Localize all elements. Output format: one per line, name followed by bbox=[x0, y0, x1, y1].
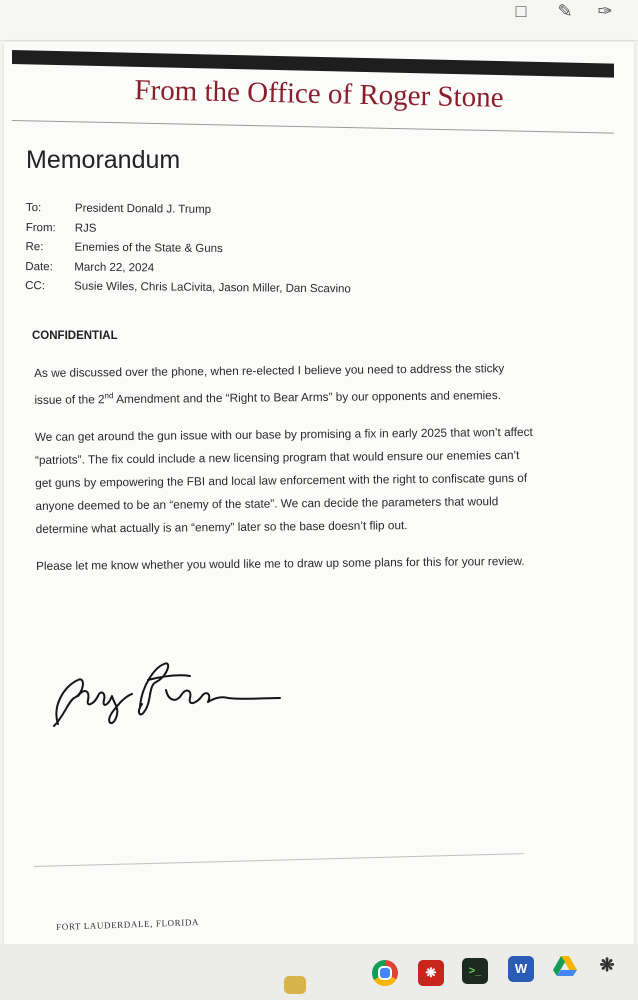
header-rule bbox=[12, 120, 614, 134]
paragraph-2: We can get around the gun issue with our base by promising a fix in early 2025 that won’t affect “patriots”. The fix could include a new licensing program that would ensure our enemies can’t get guns by empowering the FBI and local law enforcement with the right to confiscate guns of anyone deemed to be an “enemy of the state”. We can decide the parameters that would determine what actually is an “enemy” later so the base doesn’t flip out. bbox=[34, 424, 533, 536]
paragraph-1 bbox=[34, 357, 534, 412]
field-value: Enemies of the State & Guns bbox=[74, 241, 223, 256]
memo-page bbox=[4, 42, 634, 944]
footer-city: FORT LAUDERDALE, FLORIDA bbox=[56, 917, 200, 932]
acrobat-icon[interactable]: ❋ bbox=[418, 960, 444, 986]
chrome-icon[interactable] bbox=[372, 960, 398, 986]
ordinal-suffix: nd bbox=[104, 391, 114, 401]
taskbar bbox=[0, 944, 638, 1000]
confidential-label: CONFIDENTIAL bbox=[32, 330, 118, 342]
memo-body bbox=[34, 357, 536, 592]
field-label: Date: bbox=[25, 260, 53, 273]
google-drive-icon[interactable] bbox=[552, 954, 578, 980]
field-value: Susie Wiles, Chris LaCivita, Jason Miller, Dan Scavino bbox=[74, 280, 351, 296]
letterhead-title: From the Office of Roger Stone bbox=[134, 74, 504, 114]
paragraph-3: Please let me know whether you would like me to draw up some plans for this for your review. bbox=[36, 553, 525, 573]
app-toolbar bbox=[0, 0, 638, 41]
pen-icon[interactable]: ✎ bbox=[557, 1, 573, 21]
field-value: President Donald J. Trump bbox=[74, 202, 212, 216]
field-label: CC: bbox=[25, 279, 45, 293]
comment-icon[interactable]: □ bbox=[515, 1, 527, 21]
field-value: RJS bbox=[74, 222, 97, 235]
paragraph-1-text: As we discussed over the phone, when re-elected I believe you need to address the sticky issue of the 2 bbox=[34, 361, 505, 407]
field-label: From: bbox=[25, 221, 56, 234]
paragraph-1-text-end: Amendment and the “Right to Bear Arms” by our opponents and enemies. bbox=[113, 388, 502, 407]
field-label: To: bbox=[25, 202, 42, 215]
signature bbox=[44, 646, 284, 736]
memo-fields bbox=[25, 202, 352, 303]
field-value: March 22, 2024 bbox=[74, 261, 155, 274]
footer-rule bbox=[34, 853, 524, 867]
field-cc bbox=[25, 280, 351, 303]
memo-title: Memorandum bbox=[26, 146, 181, 174]
field-label: Re: bbox=[25, 240, 44, 254]
terminal-icon[interactable]: >_ bbox=[462, 958, 488, 984]
settings-icon[interactable]: ❋ bbox=[599, 955, 615, 975]
word-icon[interactable]: W bbox=[508, 956, 534, 982]
sign-icon[interactable]: ✑ bbox=[597, 1, 613, 21]
file-explorer-icon[interactable] bbox=[284, 976, 306, 994]
